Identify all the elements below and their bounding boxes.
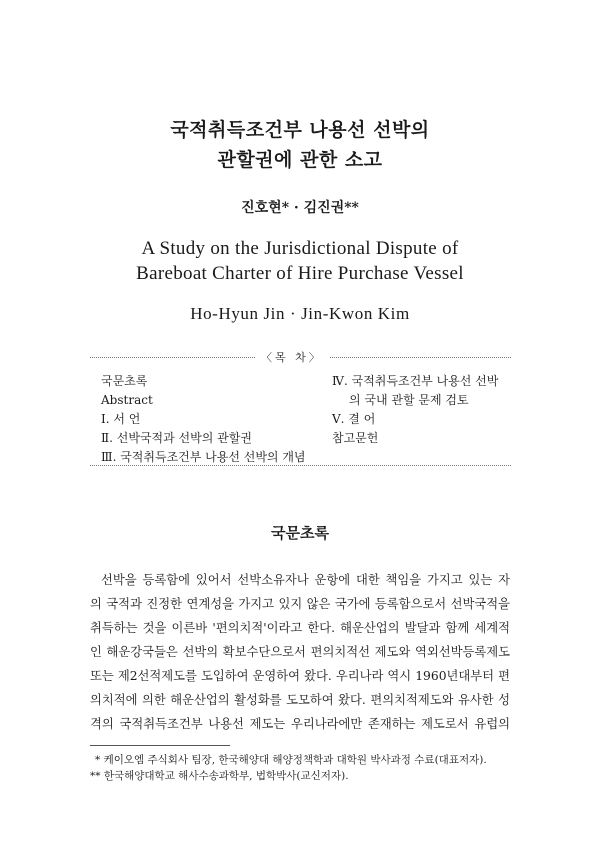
toc-right-column xyxy=(332,372,498,448)
toc-item-introduction: Ⅰ. 서 언 xyxy=(101,412,141,426)
toc-item-conclusion: Ⅴ. 결 어 xyxy=(332,412,376,426)
footnote-2: ** 한국해양대학교 해사수송과학부, 법학박사(교신저자). xyxy=(90,770,349,782)
toc-item-domestic-jurisdiction: Ⅳ. 국적취득조건부 나용선 선박 xyxy=(332,374,499,388)
authors-ko: 진호현* · 김진권** xyxy=(241,200,359,216)
abstract-line: 격의 국적취득조건부 나용선 제도는 우리나라에만 존재하는 제도로서 유럽의 xyxy=(90,717,510,731)
title-en-line-1: A Study on the Jurisdictional Dispute of xyxy=(141,238,459,259)
abstract-heading: 국문초록 xyxy=(271,524,329,542)
title-ko-line-1: 국적취득조건부 나용선 선박의 xyxy=(170,119,430,141)
footnote-1: * 케이오엠 주식회사 팀장, 한국해양대 해양정책학과 대학원 박사과정 수료(대표저자). xyxy=(95,754,487,766)
abstract-line: 인 해운강국들은 선박의 확보수단으로서 편의치적선 제도와 역외선박등록제도 xyxy=(90,645,510,659)
toc-title: 〈목 차〉 xyxy=(255,349,329,365)
toc-item-abstract: Abstract xyxy=(101,393,153,407)
abstract-line: 의 국적과 진정한 연계성을 가지고 있지 않은 국가에 등록함으로서 선박국적을 xyxy=(90,597,510,611)
abstract-line: 의치적에 의한 해운산업의 활성화를 도모하여 왔다. 편의치적제도와 유사한 성 xyxy=(90,693,510,707)
abstract-line: 취득하는 것을 이른바 '편의치적'이라고 한다. 해운산업의 발달과 함께 세계적 xyxy=(90,621,510,635)
toc-item-korean-abstract: 국문초록 xyxy=(101,374,148,388)
abstract-line: 선박을 등록함에 있어서 선박소유자나 운항에 대한 책임을 가지고 있는 자 xyxy=(101,573,510,587)
toc-item-bbchp-concept: Ⅲ. 국적취득조건부 나용선 선박의 개념 xyxy=(101,450,306,464)
title-ko-line-2: 관할권에 관한 소고 xyxy=(217,149,383,171)
title-en-line-2: Bareboat Charter of Hire Purchase Vessel xyxy=(136,263,464,284)
abstract-line: 또는 제2선적제도를 도입하여 운영하여 왔다. 우리나라 역시 1960년대부터 편 xyxy=(90,669,510,683)
toc-left-column xyxy=(101,372,306,467)
footnote-separator xyxy=(90,745,230,746)
toc-item-references: 참고문헌 xyxy=(332,431,379,445)
toc-item-ship-nationality: Ⅱ. 선박국적과 선박의 관할권 xyxy=(101,431,252,445)
authors-en: Ho-Hyun Jin · Jin-Kwon Kim xyxy=(190,304,410,323)
toc-item-domestic-jurisdiction-cont: 의 국내 관할 문제 검토 xyxy=(349,393,469,407)
